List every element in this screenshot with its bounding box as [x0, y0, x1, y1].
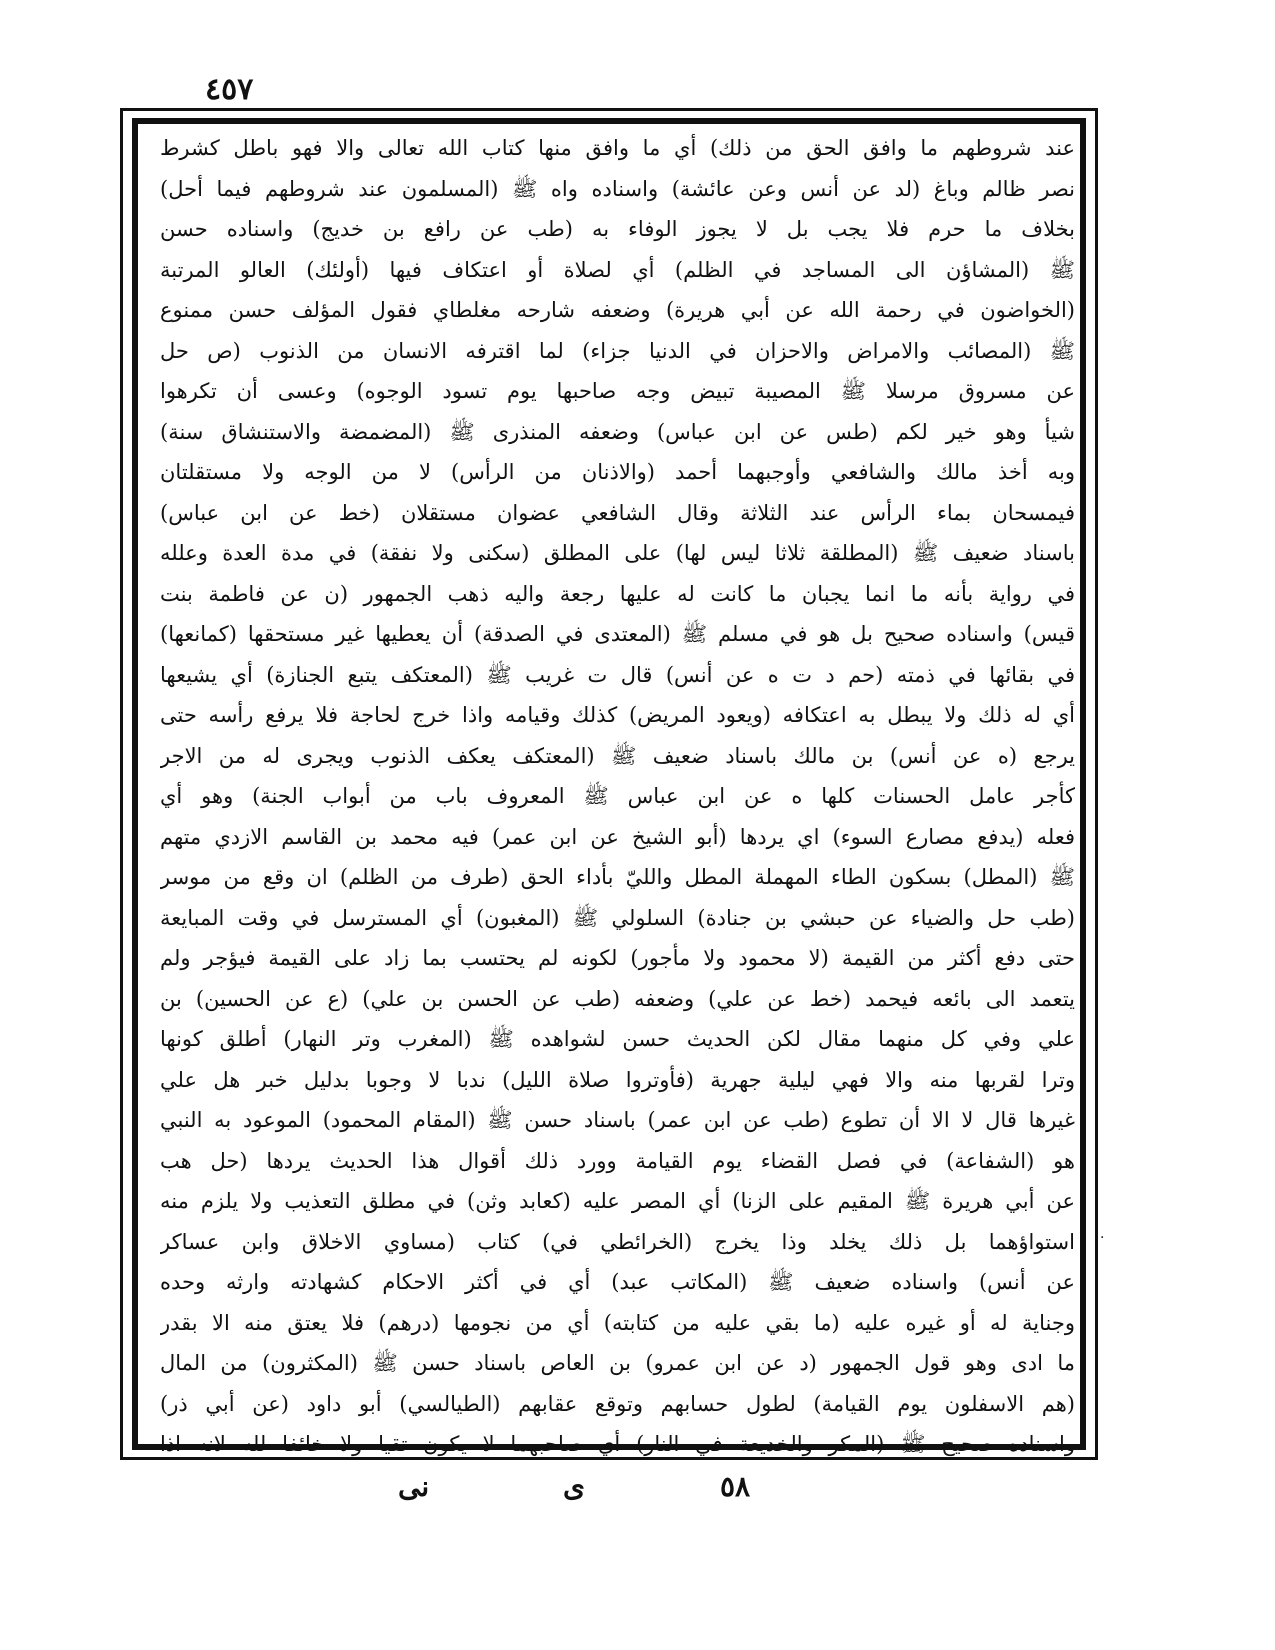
- text-line: في رواية بأنه ما انما يجبان ما كانت له عليها رجعة واليه ذهب الجمهور (ن عن فاطمة بنت: [160, 581, 1075, 606]
- text-body: [160, 128, 1075, 1456]
- text-line: عن مسروق مرسلا ﷺ المصيبة تبيض وجه صاحبها يوم تسود الوجوه) وعسى أن تكرهوا: [160, 379, 1075, 403]
- text-line: (طب حل والضياء عن حبشي بن جنادة) السلولي ﷺ (المغبون) أي المسترسل في وقت المبايعة: [160, 905, 1075, 930]
- text-line: نصر ظالم وباغ (لد عن أنس وعن عائشة) واسناده واه ﷺ (المسلمون عند شروطهم فيما أحل): [160, 176, 1075, 201]
- text-line: عن أبي هريرة ﷺ المقيم على الزنا) أي المصر عليه (كعابد وثن) في مطلق التعذيب ولا يلزم منه: [160, 1189, 1075, 1213]
- text-line: يتعمد الى بائعه فيحمد (خط عن علي) وضعفه (طب عن الحسن بن علي) (ع عن الحسين) بن: [160, 986, 1075, 1011]
- text-line: في بقائها في ذمته (حم د ت ه عن أنس) قال ت غريب ﷺ (المعتكف يتبع الجنازة) أي يشيعها: [160, 662, 1075, 687]
- margin-dot: ·: [1100, 1230, 1105, 1246]
- text-line: فعله (يدفع مصارع السوء) اي يردها (أبو الشيخ عن ابن عمر) فيه محمد بن القاسم الازدي متهم: [160, 824, 1075, 849]
- text-line: ﷺ (المصائب والامراض والاحزان في الدنيا جزاء) لما اقترفه الانسان من الذنوب (ص حل: [160, 338, 1075, 363]
- text-line: وبه أخذ مالك والشافعي وأوجبهما أحمد (والاذنان من الرأس) لا من الوجه ولا مستقلتان: [160, 460, 1075, 484]
- text-line: وترا لقربها منه والا فهي ليلية جهرية (فأوتروا صلاة الليل) ندبا لا وجوبا بدليل خبر هل علي: [160, 1067, 1075, 1092]
- text-line: ﷺ (المطل) بسكون الطاء المهملة المطل والليّ بأداء الحق (طرف من الظلم) ان وقع من موسر: [160, 865, 1075, 889]
- text-line: عند شروطهم ما وافق الحق من ذلك) أي ما وافق منها كتاب الله تعالى والا فهو باطل كشرط: [160, 136, 1075, 160]
- text-line: علي وفي كل منهما مقال لكن الحديث حسن لشواهده ﷺ (المغرب وتر النهار) أطلق كونها: [160, 1027, 1075, 1051]
- text-line: غيرها قال لا الا أن تطوع (طب عن ابن عمر) باسناد حسن ﷺ (المقام المحمود) الموعود به النبي: [160, 1108, 1075, 1132]
- text-line: عن أنس) واسناده ضعيف ﷺ (المكاتب عبد) أي في أكثر الاحكام كشهادته وارثه وحده: [160, 1270, 1075, 1294]
- text-line: بخلاف ما حرم فلا يجب بل لا يجوز الوفاء به (طب عن رافع بن خديج) واسناده حسن: [160, 217, 1075, 241]
- footer-mark: ى: [563, 1470, 585, 1503]
- text-line: فيمسحان بماء الرأس عند الثلاثة وقال الشافعي عضوان مستقلان (خط عن ابن عباس): [160, 500, 1075, 525]
- footer-signature-mark: ٥٨: [720, 1470, 751, 1503]
- text-line: هو (الشفاعة) في فصل القضاء يوم القيامة وورد ذلك أقوال هذا الحديث يردها (حل هب: [160, 1148, 1075, 1173]
- text-line: ما ادى وهو قول الجمهور (د عن ابن عمرو) بن العاص باسناد حسن ﷺ (المكثرون) من المال: [160, 1351, 1075, 1375]
- text-line: باسناد ضعيف ﷺ (المطلقة ثلاثا ليس لها) على المطلق (سكنى ولا نفقة) في مدة العدة وعلله: [160, 541, 1075, 565]
- text-line: أي له ذلك ولا يبطل به اعتكافه (ويعود المريض) كذلك وقيامه واذا خرج لحاجة فلا يرفع رأسه حتى: [160, 703, 1075, 727]
- text-line: (الخواضون في رحمة الله عن أبي هريرة) وضعفه شارحه مغلطاي فقول المؤلف حسن ممنوع: [160, 298, 1075, 322]
- text-line: كأجر عامل الحسنات كلها ه عن ابن عباس ﷺ المعروف باب من أبواب الجنة) وهو أي: [160, 784, 1075, 808]
- page-number: ٤٥٧: [205, 72, 254, 107]
- text-line: ﷺ (المشاؤن الى المساجد في الظلم) أي لصلاة أو اعتكاف فيها (أولئك) العالو المرتبة: [160, 257, 1075, 282]
- text-line: (هم الاسفلون يوم القيامة) لطول حسابهم وتوقع عقابهم (الطيالسي) أبو داود (عن أبي ذر): [160, 1391, 1075, 1416]
- text-line: حتى دفع أكثر من القيمة (لا محمود ولا مأجور) لكونه لم يحتسب بما زاد على القيمة فيؤجر ولم: [160, 946, 1075, 970]
- footer-catchword: نى: [398, 1470, 430, 1503]
- text-line: استواؤهما بل ذلك يخلد وذا يخرج (الخرائطي في) كتاب (مساوي الاخلاق وابن عساكر: [160, 1229, 1075, 1254]
- text-line: وجناية له أو غيره عليه (ما بقي عليه من كتابته) أي من نجومها (درهم) فلا يعتق منه الا بقدر: [160, 1310, 1075, 1335]
- text-line: قيس) واسناده صحيح بل هو في مسلم ﷺ (المعتدى في الصدقة) أن يعطيها غير مستحقها (كمانعها): [160, 622, 1075, 646]
- text-line: شيأ وهو خير لكم (طس عن ابن عباس) وضعفه المنذرى ﷺ (المضمضة والاستنشاق سنة): [160, 419, 1075, 444]
- text-line: واسناده صحيح ﷺ (المكر والخديعة في النار) أي صاحبهما لا يكون تقيا ولا خائفا لله لانه اذا: [160, 1432, 1075, 1456]
- text-line: يرجع (ه عن أنس) بن مالك باسناد ضعيف ﷺ (المعتكف يعكف الذنوب ويجرى له من الاجر: [160, 743, 1075, 768]
